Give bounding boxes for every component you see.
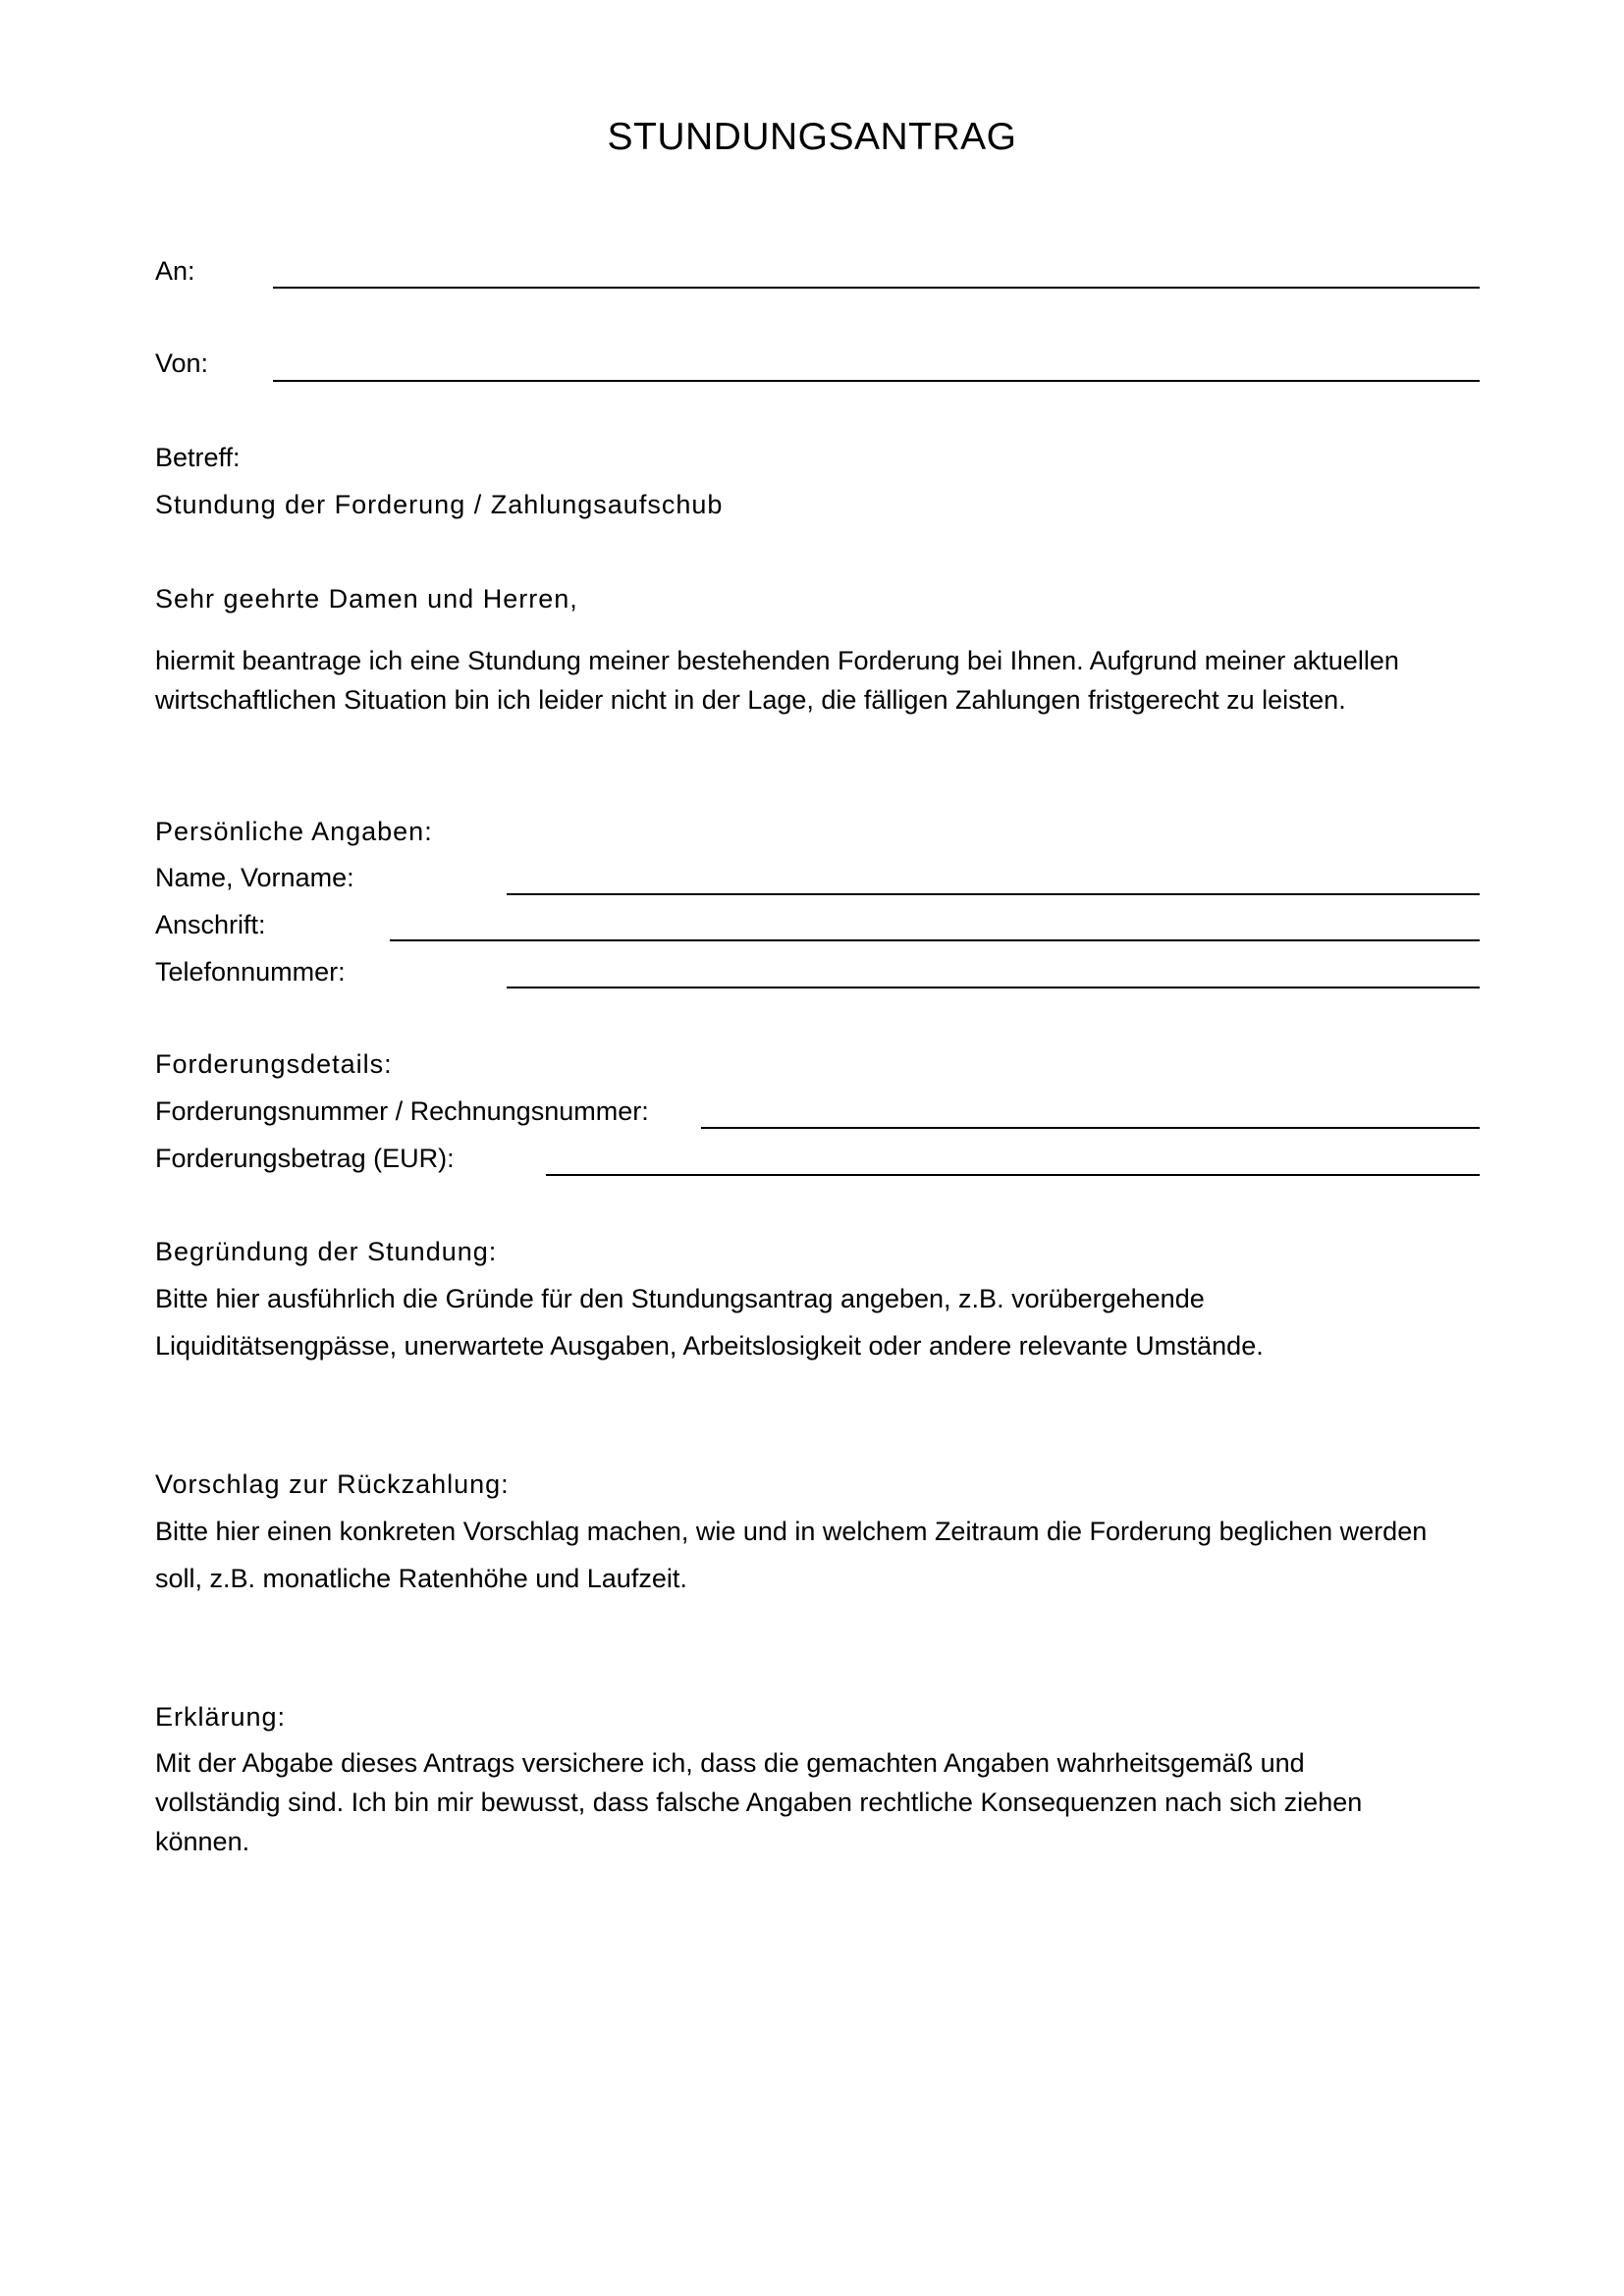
- claim-heading: Forderungsdetails:: [155, 1049, 393, 1079]
- declaration-paragraph: [155, 1743, 1490, 1861]
- subject-text: Stundung der Forderung / Zahlungsaufschub: [155, 490, 724, 519]
- reason-heading: Begründung der Stundung:: [155, 1237, 498, 1266]
- repayment-heading: Vorschlag zur Rückzahlung:: [155, 1469, 510, 1499]
- subject-label: Betreff:: [155, 443, 241, 472]
- from-label: Von:: [155, 348, 209, 378]
- intro-line: wirtschaftlichen Situation bin ich leider nicht in der Lage, die fälligen Zahlungen fristgerecht zu leisten.: [155, 685, 1346, 715]
- repayment-line: soll, z.B. monatliche Ratenhöhe und Laufzeit.: [155, 1564, 687, 1593]
- personal-heading: Persönliche Angaben:: [155, 817, 433, 846]
- reason-paragraph: [155, 1275, 1490, 1369]
- name-label: Name, Vorname:: [155, 863, 354, 892]
- phone-label: Telefonnummer:: [155, 957, 346, 987]
- repayment-line: Bitte hier einen konkreten Vorschlag machen, wie und in welchem Zeitraum die Forderung beglichen werden: [155, 1517, 1428, 1546]
- claim-number-field[interactable]: [701, 1127, 1480, 1129]
- name-field[interactable]: [507, 893, 1480, 895]
- address-field[interactable]: [390, 939, 1480, 941]
- reason-line: Bitte hier ausführlich die Gründe für den Stundungsantrag angeben, z.B. vorübergehende: [155, 1284, 1205, 1313]
- intro-paragraph: [155, 641, 1490, 720]
- salutation: Sehr geehrte Damen und Herren,: [155, 584, 578, 614]
- from-field[interactable]: [273, 380, 1480, 382]
- claim-amount-field[interactable]: [546, 1174, 1480, 1176]
- declaration-line: können.: [155, 1827, 250, 1856]
- document-title: STUNDUNGSANTRAG: [607, 116, 1017, 158]
- phone-field[interactable]: [507, 987, 1480, 988]
- repayment-paragraph: [155, 1508, 1490, 1602]
- address-label: Anschrift:: [155, 910, 266, 939]
- declaration-heading: Erklärung:: [155, 1702, 287, 1732]
- claim-number-label: Forderungsnummer / Rechnungsnummer:: [155, 1096, 649, 1126]
- intro-line: hiermit beantrage ich eine Stundung meiner bestehenden Forderung bei Ihnen. Aufgrund meiner aktuellen: [155, 646, 1399, 675]
- declaration-line: Mit der Abgabe dieses Antrags versichere ich, dass die gemachten Angaben wahrheitsgemäß und: [155, 1748, 1305, 1778]
- declaration-line: vollständig sind. Ich bin mir bewusst, dass falsche Angaben rechtliche Konsequenzen nach sich ziehen: [155, 1788, 1363, 1817]
- reason-line: Liquiditätsengpässe, unerwartete Ausgaben, Arbeitslosigkeit oder andere relevante Umstände.: [155, 1331, 1264, 1361]
- to-field[interactable]: [273, 287, 1480, 289]
- claim-amount-label: Forderungsbetrag (EUR):: [155, 1144, 455, 1173]
- to-label: An:: [155, 256, 195, 286]
